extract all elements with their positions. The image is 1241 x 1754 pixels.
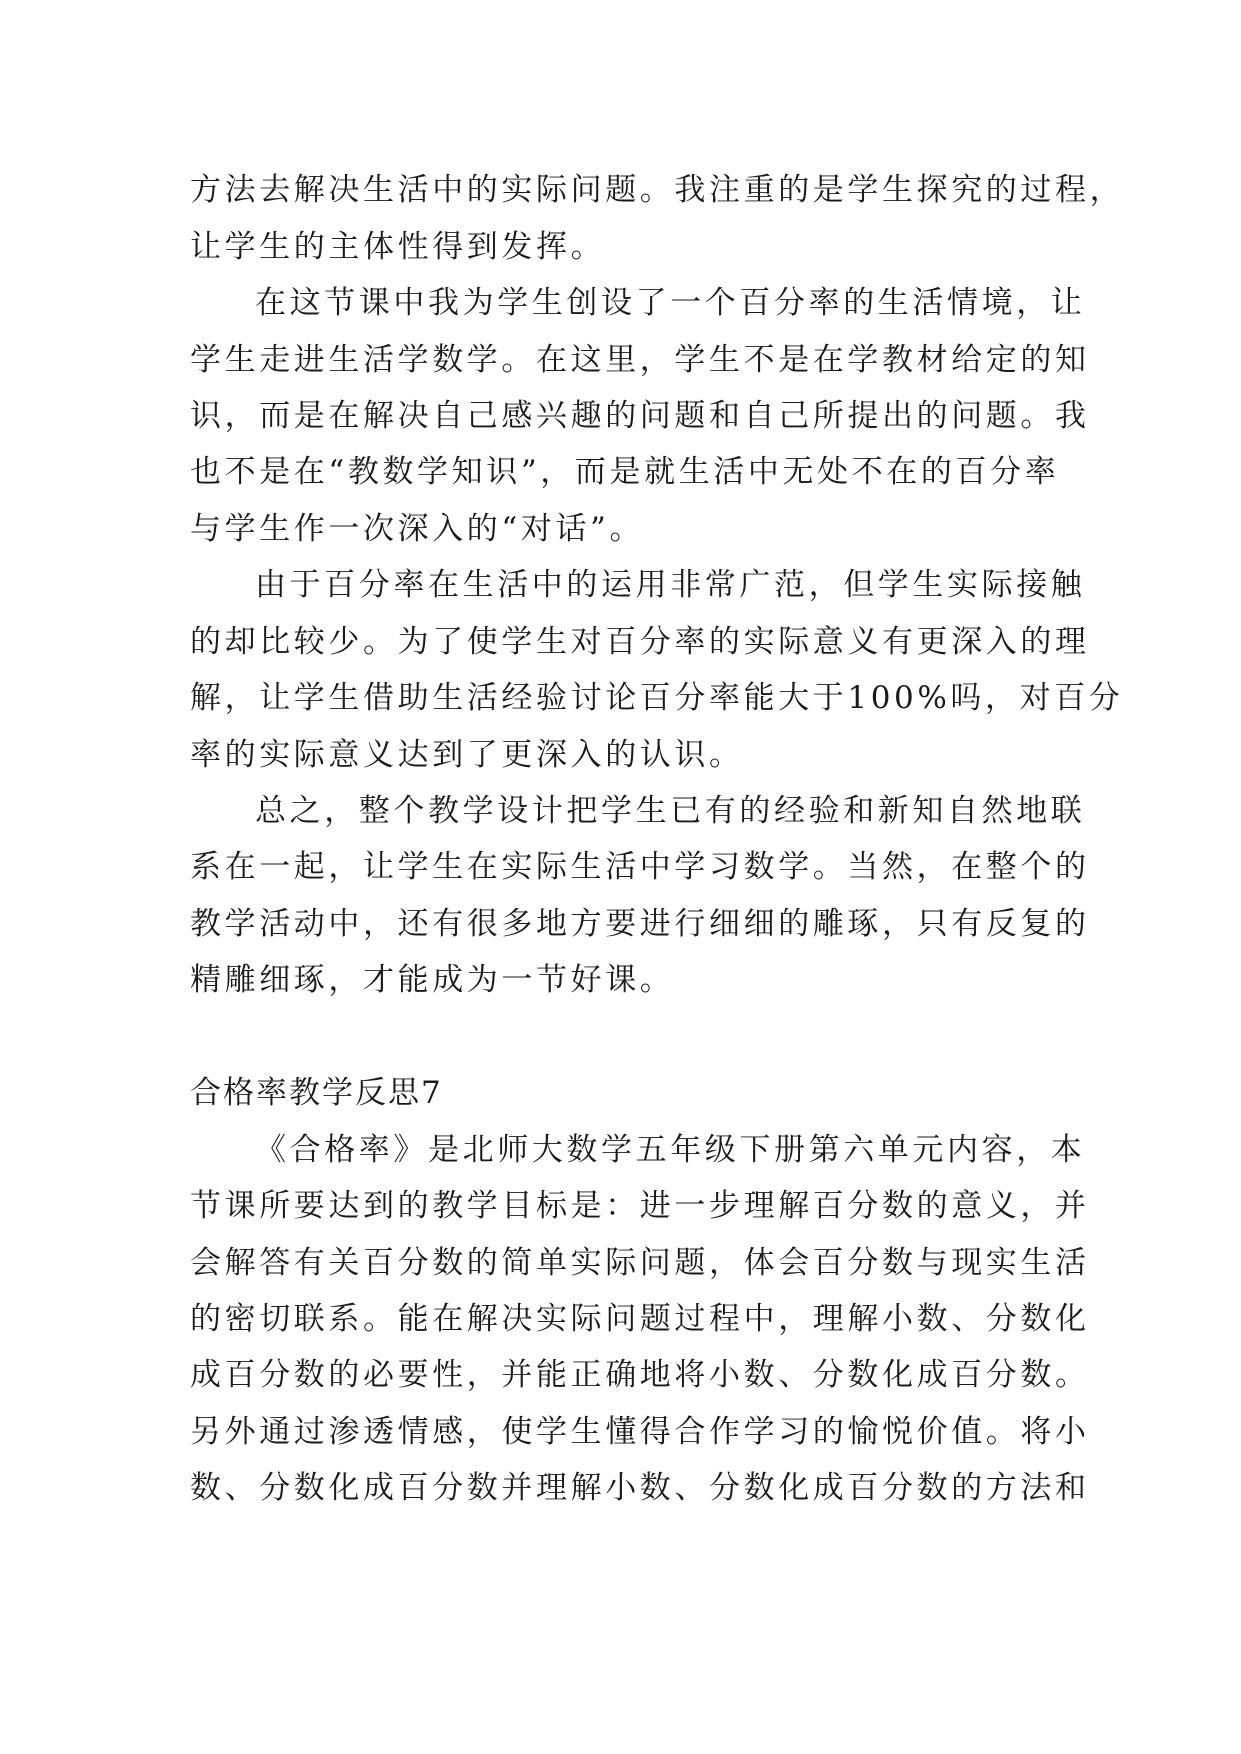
paragraph-line: 数、分数化成百分数并理解小数、分数化成百分数的方法和: [190, 1470, 1090, 1506]
paragraph-line: 识，而是在解决自己感兴趣的问题和自己所提出的问题。我: [190, 398, 1090, 434]
paragraph-line: 成百分数的必要性，并能正确地将小数、分数化成百分数。: [190, 1357, 1090, 1393]
paragraph-line: 与学生作一次深入的“对话”。: [190, 511, 645, 547]
paragraph-line: 让学生的主体性得到发挥。: [190, 229, 606, 265]
section-heading: 合格率教学反思7: [190, 1075, 443, 1111]
paragraph-line: 《合格率》是北师大数学五年级下册第六单元内容，本: [255, 1132, 1086, 1168]
paragraph-line: 另外通过渗透情感，使学生懂得合作学习的愉悦价值。将小: [190, 1414, 1090, 1450]
paragraph-line: 的密切联系。能在解决实际问题过程中，理解小数、分数化: [190, 1301, 1090, 1337]
paragraph-line: 由于百分率在生活中的运用非常广范，但学生实际接触: [255, 567, 1086, 603]
paragraph-line: 教学活动中，还有很多地方要进行细细的雕琢，只有反复的: [190, 906, 1090, 942]
paragraph-line: 解，让学生借助生活经验讨论百分率能大于100%吗，对百分: [190, 680, 1124, 716]
paragraph-line: 系在一起，让学生在实际生活中学习数学。当然，在整个的: [190, 849, 1090, 885]
paragraph-line: 精雕细琢，才能成为一节好课。: [190, 962, 675, 998]
paragraph-line: 会解答有关百分数的简单实际问题，体会百分数与现实生活: [190, 1245, 1090, 1281]
paragraph-line: 的却比较少。为了使学生对百分率的实际意义有更深入的理: [190, 624, 1090, 660]
paragraph-line: 率的实际意义达到了更深入的认识。: [190, 737, 744, 773]
paragraph-line: 在这节课中我为学生创设了一个百分率的生活情境，让: [255, 285, 1086, 321]
paragraph-line: 学生走进生活学数学。在这里，学生不是在学教材给定的知: [190, 342, 1090, 378]
paragraph-line: 总之，整个教学设计把学生已有的经验和新知自然地联: [255, 793, 1086, 829]
paragraph-line: 方法去解决生活中的实际问题。我注重的是学生探究的过程，: [190, 172, 1125, 208]
paragraph-line: 也不是在“教数学知识”，而是就生活中无处不在的百分率: [190, 454, 1060, 490]
paragraph-line: 节课所要达到的教学目标是：进一步理解百分数的意义，并: [190, 1188, 1090, 1224]
